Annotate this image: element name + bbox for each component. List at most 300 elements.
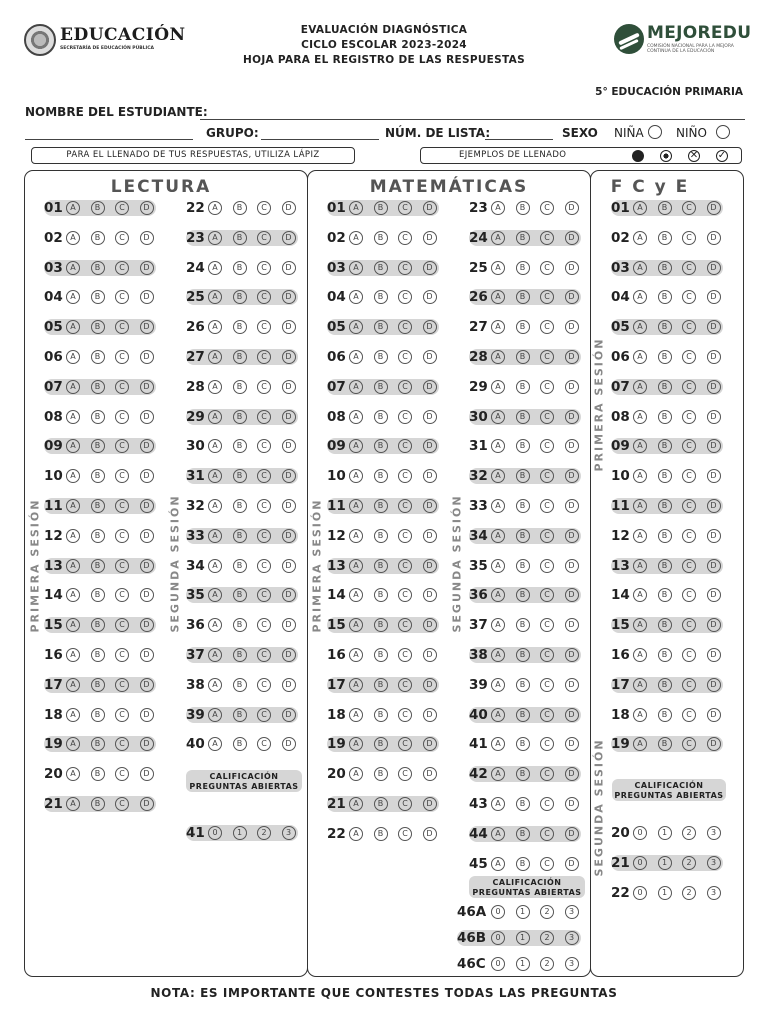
bubble-B[interactable]: B — [516, 380, 530, 394]
bubble-D[interactable]: D — [565, 469, 579, 483]
bubble-D[interactable]: D — [423, 320, 437, 334]
bubble-C[interactable]: C — [398, 499, 412, 513]
bubble-B[interactable]: B — [516, 350, 530, 364]
bubble-C[interactable]: C — [257, 201, 271, 215]
bubble-B[interactable]: B — [658, 708, 672, 722]
bubble-1[interactable]: 1 — [516, 905, 530, 919]
bubble-B[interactable]: B — [374, 380, 388, 394]
bubble-A[interactable]: A — [66, 350, 80, 364]
bubble-C[interactable]: C — [540, 588, 554, 602]
bubble-C[interactable]: C — [540, 499, 554, 513]
bubble-C[interactable]: C — [540, 857, 554, 871]
bubble-D[interactable]: D — [140, 380, 154, 394]
bubble-D[interactable]: D — [282, 350, 296, 364]
bubble-D[interactable]: D — [282, 588, 296, 602]
bubble-A[interactable]: A — [491, 201, 505, 215]
bubble-C[interactable]: C — [257, 410, 271, 424]
bubble-A[interactable]: A — [633, 231, 647, 245]
bubble-C[interactable]: C — [398, 648, 412, 662]
group-field[interactable] — [261, 139, 379, 140]
bubble-A[interactable]: A — [491, 648, 505, 662]
bubble-C[interactable]: C — [540, 231, 554, 245]
bubble-D[interactable]: D — [423, 737, 437, 751]
bubble-D[interactable]: D — [707, 499, 721, 513]
bubble-2[interactable]: 2 — [682, 856, 696, 870]
bubble-D[interactable]: D — [707, 380, 721, 394]
bubble-A[interactable]: A — [491, 678, 505, 692]
bubble-1[interactable]: 1 — [516, 931, 530, 945]
bubble-B[interactable]: B — [91, 708, 105, 722]
bubble-A[interactable]: A — [491, 767, 505, 781]
bubble-D[interactable]: D — [565, 231, 579, 245]
bubble-C[interactable]: C — [682, 529, 696, 543]
bubble-A[interactable]: A — [491, 469, 505, 483]
bubble-B[interactable]: B — [91, 231, 105, 245]
bubble-B[interactable]: B — [658, 499, 672, 513]
bubble-A[interactable]: A — [349, 350, 363, 364]
bubble-A[interactable]: A — [208, 439, 222, 453]
bubble-C[interactable]: C — [257, 380, 271, 394]
bubble-D[interactable]: D — [707, 529, 721, 543]
bubble-B[interactable]: B — [374, 231, 388, 245]
bubble-2[interactable]: 2 — [540, 957, 554, 971]
bubble-D[interactable]: D — [282, 380, 296, 394]
bubble-A[interactable]: A — [66, 439, 80, 453]
boy-checkbox[interactable] — [716, 125, 730, 139]
bubble-A[interactable]: A — [633, 261, 647, 275]
bubble-D[interactable]: D — [565, 708, 579, 722]
bubble-D[interactable]: D — [707, 410, 721, 424]
list-number-field[interactable] — [485, 139, 553, 140]
bubble-D[interactable]: D — [423, 380, 437, 394]
bubble-D[interactable]: D — [565, 261, 579, 275]
bubble-C[interactable]: C — [682, 678, 696, 692]
bubble-C[interactable]: C — [682, 499, 696, 513]
bubble-B[interactable]: B — [233, 529, 247, 543]
bubble-A[interactable]: A — [491, 350, 505, 364]
bubble-D[interactable]: D — [282, 737, 296, 751]
bubble-B[interactable]: B — [91, 261, 105, 275]
bubble-A[interactable]: A — [208, 469, 222, 483]
bubble-B[interactable]: B — [516, 290, 530, 304]
bubble-B[interactable]: B — [658, 380, 672, 394]
bubble-A[interactable]: A — [349, 201, 363, 215]
bubble-1[interactable]: 1 — [516, 957, 530, 971]
bubble-B[interactable]: B — [658, 648, 672, 662]
bubble-D[interactable]: D — [565, 380, 579, 394]
bubble-D[interactable]: D — [140, 737, 154, 751]
bubble-C[interactable]: C — [115, 410, 129, 424]
bubble-3[interactable]: 3 — [707, 856, 721, 870]
bubble-B[interactable]: B — [374, 469, 388, 483]
bubble-D[interactable]: D — [423, 529, 437, 543]
bubble-C[interactable]: C — [257, 708, 271, 722]
bubble-D[interactable]: D — [282, 469, 296, 483]
bubble-D[interactable]: D — [565, 529, 579, 543]
bubble-C[interactable]: C — [115, 499, 129, 513]
bubble-B[interactable]: B — [516, 439, 530, 453]
bubble-C[interactable]: C — [398, 350, 412, 364]
bubble-A[interactable]: A — [208, 678, 222, 692]
bubble-A[interactable]: A — [491, 320, 505, 334]
bubble-D[interactable]: D — [282, 290, 296, 304]
bubble-C[interactable]: C — [115, 767, 129, 781]
bubble-B[interactable]: B — [374, 618, 388, 632]
bubble-A[interactable]: A — [349, 797, 363, 811]
bubble-D[interactable]: D — [282, 410, 296, 424]
bubble-C[interactable]: C — [540, 618, 554, 632]
bubble-C[interactable]: C — [398, 797, 412, 811]
bubble-D[interactable]: D — [423, 797, 437, 811]
bubble-C[interactable]: C — [115, 708, 129, 722]
bubble-A[interactable]: A — [491, 857, 505, 871]
bubble-1[interactable]: 1 — [658, 886, 672, 900]
bubble-B[interactable]: B — [91, 439, 105, 453]
bubble-D[interactable]: D — [423, 499, 437, 513]
bubble-C[interactable]: C — [257, 618, 271, 632]
bubble-B[interactable]: B — [374, 797, 388, 811]
bubble-C[interactable]: C — [257, 737, 271, 751]
bubble-C[interactable]: C — [540, 290, 554, 304]
bubble-D[interactable]: D — [565, 648, 579, 662]
bubble-C[interactable]: C — [682, 559, 696, 573]
bubble-D[interactable]: D — [565, 737, 579, 751]
bubble-C[interactable]: C — [682, 231, 696, 245]
bubble-D[interactable]: D — [565, 588, 579, 602]
bubble-C[interactable]: C — [540, 678, 554, 692]
bubble-C[interactable]: C — [682, 618, 696, 632]
bubble-A[interactable]: A — [66, 320, 80, 334]
bubble-A[interactable]: A — [208, 261, 222, 275]
bubble-B[interactable]: B — [516, 559, 530, 573]
bubble-B[interactable]: B — [91, 678, 105, 692]
bubble-B[interactable]: B — [516, 797, 530, 811]
bubble-A[interactable]: A — [66, 499, 80, 513]
bubble-D[interactable]: D — [565, 797, 579, 811]
bubble-A[interactable]: A — [208, 708, 222, 722]
bubble-C[interactable]: C — [398, 708, 412, 722]
bubble-B[interactable]: B — [374, 678, 388, 692]
bubble-D[interactable]: D — [707, 678, 721, 692]
bubble-A[interactable]: A — [208, 618, 222, 632]
bubble-A[interactable]: A — [66, 410, 80, 424]
bubble-C[interactable]: C — [257, 320, 271, 334]
bubble-C[interactable]: C — [257, 499, 271, 513]
bubble-C[interactable]: C — [540, 827, 554, 841]
bubble-C[interactable]: C — [540, 797, 554, 811]
bubble-D[interactable]: D — [140, 648, 154, 662]
bubble-D[interactable]: D — [282, 708, 296, 722]
bubble-2[interactable]: 2 — [540, 905, 554, 919]
bubble-D[interactable]: D — [565, 290, 579, 304]
bubble-B[interactable]: B — [91, 380, 105, 394]
bubble-C[interactable]: C — [257, 469, 271, 483]
bubble-D[interactable]: D — [707, 708, 721, 722]
bubble-B[interactable]: B — [658, 469, 672, 483]
bubble-A[interactable]: A — [491, 588, 505, 602]
bubble-A[interactable]: A — [491, 439, 505, 453]
bubble-D[interactable]: D — [423, 469, 437, 483]
bubble-A[interactable]: A — [349, 827, 363, 841]
bubble-D[interactable]: D — [423, 588, 437, 602]
bubble-C[interactable]: C — [540, 767, 554, 781]
bubble-B[interactable]: B — [233, 201, 247, 215]
bubble-D[interactable]: D — [282, 529, 296, 543]
bubble-C[interactable]: C — [398, 588, 412, 602]
bubble-D[interactable]: D — [707, 439, 721, 453]
bubble-C[interactable]: C — [115, 290, 129, 304]
bubble-A[interactable]: A — [491, 261, 505, 275]
bubble-C[interactable]: C — [257, 290, 271, 304]
bubble-C[interactable]: C — [682, 439, 696, 453]
bubble-A[interactable]: A — [633, 499, 647, 513]
bubble-D[interactable]: D — [423, 201, 437, 215]
bubble-D[interactable]: D — [565, 678, 579, 692]
bubble-0[interactable]: 0 — [491, 905, 505, 919]
bubble-A[interactable]: A — [208, 499, 222, 513]
bubble-B[interactable]: B — [233, 648, 247, 662]
bubble-B[interactable]: B — [658, 320, 672, 334]
bubble-D[interactable]: D — [707, 559, 721, 573]
student-name-field[interactable] — [200, 119, 745, 120]
bubble-C[interactable]: C — [398, 827, 412, 841]
bubble-D[interactable]: D — [282, 678, 296, 692]
bubble-B[interactable]: B — [374, 261, 388, 275]
bubble-D[interactable]: D — [140, 439, 154, 453]
bubble-C[interactable]: C — [682, 320, 696, 334]
bubble-B[interactable]: B — [516, 708, 530, 722]
bubble-B[interactable]: B — [516, 261, 530, 275]
bubble-C[interactable]: C — [398, 261, 412, 275]
bubble-D[interactable]: D — [707, 350, 721, 364]
bubble-A[interactable]: A — [66, 290, 80, 304]
bubble-B[interactable]: B — [374, 737, 388, 751]
bubble-D[interactable]: D — [282, 320, 296, 334]
bubble-D[interactable]: D — [707, 588, 721, 602]
bubble-A[interactable]: A — [633, 678, 647, 692]
bubble-A[interactable]: A — [349, 678, 363, 692]
bubble-D[interactable]: D — [707, 648, 721, 662]
bubble-A[interactable]: A — [633, 469, 647, 483]
bubble-C[interactable]: C — [398, 231, 412, 245]
bubble-D[interactable]: D — [140, 350, 154, 364]
bubble-C[interactable]: C — [682, 261, 696, 275]
bubble-A[interactable]: A — [349, 618, 363, 632]
bubble-B[interactable]: B — [516, 231, 530, 245]
bubble-B[interactable]: B — [516, 588, 530, 602]
bubble-B[interactable]: B — [658, 618, 672, 632]
bubble-A[interactable]: A — [349, 380, 363, 394]
bubble-D[interactable]: D — [140, 201, 154, 215]
bubble-0[interactable]: 0 — [491, 957, 505, 971]
bubble-C[interactable]: C — [257, 350, 271, 364]
bubble-B[interactable]: B — [374, 767, 388, 781]
bubble-A[interactable]: A — [349, 320, 363, 334]
bubble-D[interactable]: D — [140, 678, 154, 692]
bubble-C[interactable]: C — [398, 410, 412, 424]
bubble-C[interactable]: C — [398, 618, 412, 632]
bubble-B[interactable]: B — [516, 678, 530, 692]
bubble-A[interactable]: A — [491, 290, 505, 304]
bubble-3[interactable]: 3 — [565, 905, 579, 919]
bubble-D[interactable]: D — [707, 261, 721, 275]
bubble-D[interactable]: D — [140, 261, 154, 275]
bubble-B[interactable]: B — [233, 678, 247, 692]
bubble-B[interactable]: B — [233, 380, 247, 394]
bubble-C[interactable]: C — [540, 201, 554, 215]
bubble-A[interactable]: A — [208, 529, 222, 543]
bubble-A[interactable]: A — [208, 201, 222, 215]
bubble-B[interactable]: B — [374, 588, 388, 602]
bubble-D[interactable]: D — [565, 439, 579, 453]
bubble-C[interactable]: C — [398, 380, 412, 394]
bubble-C[interactable]: C — [398, 559, 412, 573]
bubble-B[interactable]: B — [91, 648, 105, 662]
bubble-B[interactable]: B — [91, 499, 105, 513]
bubble-B[interactable]: B — [374, 708, 388, 722]
bubble-A[interactable]: A — [491, 618, 505, 632]
bubble-D[interactable]: D — [707, 320, 721, 334]
bubble-A[interactable]: A — [491, 231, 505, 245]
bubble-D[interactable]: D — [282, 439, 296, 453]
bubble-C[interactable]: C — [682, 648, 696, 662]
bubble-B[interactable]: B — [658, 678, 672, 692]
bubble-B[interactable]: B — [658, 350, 672, 364]
bubble-2[interactable]: 2 — [257, 826, 271, 840]
bubble-A[interactable]: A — [208, 648, 222, 662]
bubble-C[interactable]: C — [398, 320, 412, 334]
bubble-D[interactable]: D — [707, 231, 721, 245]
bubble-B[interactable]: B — [516, 827, 530, 841]
bubble-A[interactable]: A — [208, 290, 222, 304]
bubble-A[interactable]: A — [208, 410, 222, 424]
bubble-B[interactable]: B — [516, 618, 530, 632]
bubble-D[interactable]: D — [707, 201, 721, 215]
bubble-C[interactable]: C — [115, 201, 129, 215]
bubble-B[interactable]: B — [233, 708, 247, 722]
bubble-D[interactable]: D — [423, 261, 437, 275]
bubble-D[interactable]: D — [140, 231, 154, 245]
bubble-D[interactable]: D — [565, 618, 579, 632]
bubble-3[interactable]: 3 — [707, 886, 721, 900]
bubble-C[interactable]: C — [257, 261, 271, 275]
bubble-D[interactable]: D — [565, 410, 579, 424]
bubble-C[interactable]: C — [115, 618, 129, 632]
bubble-B[interactable]: B — [233, 231, 247, 245]
bubble-B[interactable]: B — [91, 529, 105, 543]
bubble-B[interactable]: B — [516, 529, 530, 543]
bubble-A[interactable]: A — [66, 559, 80, 573]
bubble-B[interactable]: B — [658, 290, 672, 304]
bubble-C[interactable]: C — [398, 767, 412, 781]
bubble-A[interactable]: A — [349, 588, 363, 602]
bubble-A[interactable]: A — [66, 261, 80, 275]
bubble-0[interactable]: 0 — [208, 826, 222, 840]
bubble-D[interactable]: D — [282, 201, 296, 215]
bubble-C[interactable]: C — [398, 290, 412, 304]
bubble-A[interactable]: A — [208, 737, 222, 751]
bubble-1[interactable]: 1 — [658, 826, 672, 840]
bubble-C[interactable]: C — [115, 439, 129, 453]
bubble-D[interactable]: D — [565, 350, 579, 364]
bubble-B[interactable]: B — [658, 439, 672, 453]
bubble-C[interactable]: C — [257, 648, 271, 662]
bubble-A[interactable]: A — [349, 529, 363, 543]
bubble-B[interactable]: B — [658, 410, 672, 424]
bubble-1[interactable]: 1 — [658, 856, 672, 870]
bubble-B[interactable]: B — [516, 201, 530, 215]
bubble-B[interactable]: B — [233, 439, 247, 453]
bubble-1[interactable]: 1 — [233, 826, 247, 840]
bubble-A[interactable]: A — [66, 588, 80, 602]
bubble-D[interactable]: D — [565, 499, 579, 513]
bubble-B[interactable]: B — [233, 588, 247, 602]
bubble-C[interactable]: C — [115, 737, 129, 751]
bubble-A[interactable]: A — [349, 737, 363, 751]
bubble-D[interactable]: D — [140, 559, 154, 573]
bubble-A[interactable]: A — [66, 201, 80, 215]
bubble-C[interactable]: C — [682, 290, 696, 304]
bubble-D[interactable]: D — [282, 618, 296, 632]
bubble-C[interactable]: C — [398, 439, 412, 453]
bubble-D[interactable]: D — [140, 708, 154, 722]
bubble-D[interactable]: D — [707, 290, 721, 304]
bubble-D[interactable]: D — [423, 439, 437, 453]
bubble-A[interactable]: A — [491, 827, 505, 841]
bubble-A[interactable]: A — [66, 380, 80, 394]
bubble-A[interactable]: A — [491, 559, 505, 573]
bubble-B[interactable]: B — [233, 559, 247, 573]
bubble-B[interactable]: B — [658, 737, 672, 751]
bubble-B[interactable]: B — [91, 767, 105, 781]
bubble-D[interactable]: D — [423, 708, 437, 722]
bubble-A[interactable]: A — [633, 559, 647, 573]
bubble-A[interactable]: A — [633, 708, 647, 722]
bubble-C[interactable]: C — [398, 201, 412, 215]
bubble-D[interactable]: D — [423, 559, 437, 573]
bubble-D[interactable]: D — [707, 618, 721, 632]
bubble-D[interactable]: D — [140, 410, 154, 424]
bubble-C[interactable]: C — [540, 559, 554, 573]
bubble-B[interactable]: B — [91, 350, 105, 364]
bubble-B[interactable]: B — [233, 737, 247, 751]
bubble-D[interactable]: D — [707, 737, 721, 751]
bubble-A[interactable]: A — [66, 797, 80, 811]
bubble-B[interactable]: B — [374, 320, 388, 334]
bubble-B[interactable]: B — [233, 618, 247, 632]
bubble-D[interactable]: D — [140, 320, 154, 334]
bubble-A[interactable]: A — [349, 648, 363, 662]
bubble-B[interactable]: B — [658, 231, 672, 245]
bubble-D[interactable]: D — [423, 350, 437, 364]
bubble-B[interactable]: B — [91, 320, 105, 334]
bubble-2[interactable]: 2 — [682, 826, 696, 840]
bubble-C[interactable]: C — [682, 708, 696, 722]
bubble-D[interactable]: D — [423, 767, 437, 781]
student-name-field-cont[interactable] — [25, 139, 193, 140]
bubble-D[interactable]: D — [565, 559, 579, 573]
bubble-C[interactable]: C — [115, 529, 129, 543]
bubble-D[interactable]: D — [423, 827, 437, 841]
bubble-C[interactable]: C — [257, 529, 271, 543]
bubble-D[interactable]: D — [423, 648, 437, 662]
bubble-B[interactable]: B — [91, 618, 105, 632]
bubble-B[interactable]: B — [91, 201, 105, 215]
bubble-B[interactable]: B — [91, 797, 105, 811]
bubble-D[interactable]: D — [140, 290, 154, 304]
bubble-D[interactable]: D — [140, 797, 154, 811]
bubble-3[interactable]: 3 — [565, 957, 579, 971]
